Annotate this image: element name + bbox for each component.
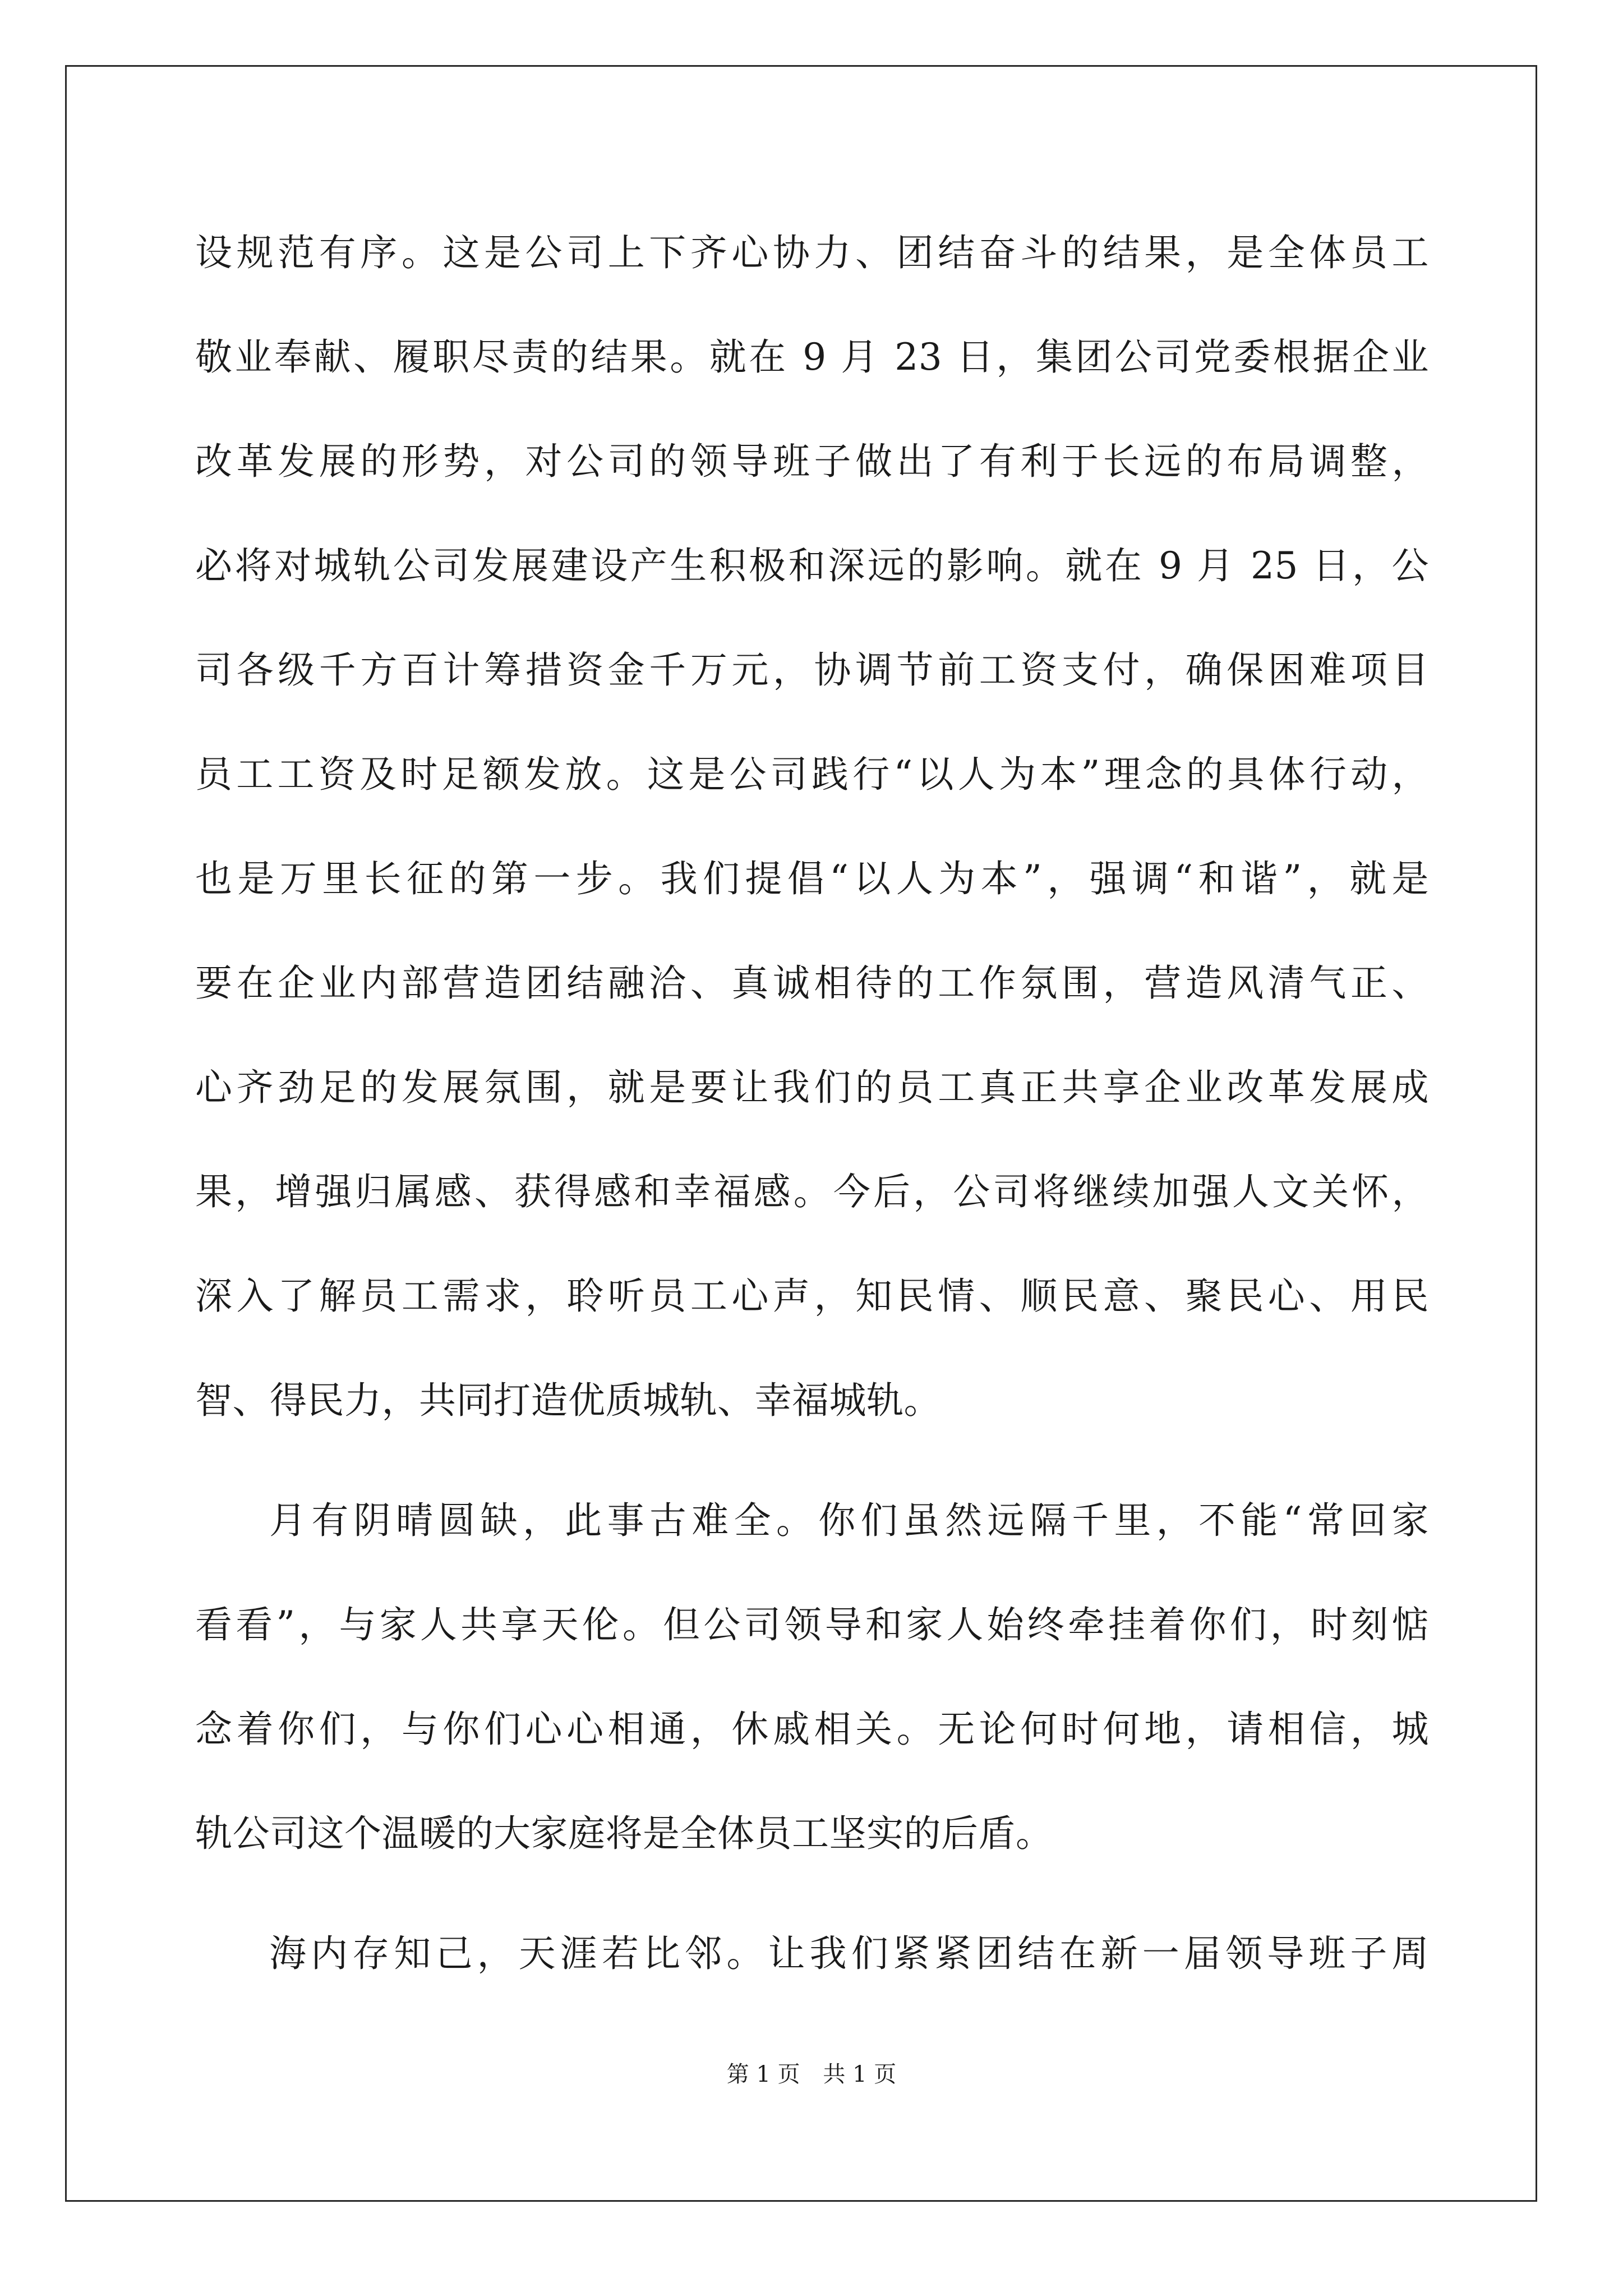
document-body (195, 201, 1429, 2006)
text-line: 要在企业内部营造团结融洽、真诚相待的工作氛围，营造风清气正、 (195, 961, 1429, 1005)
text-line: 深入了解员工需求，聆听员工心声，知民情、顺民意、聚民心、用民 (195, 1274, 1429, 1318)
text-line: 轨公司这个温暖的大家庭将是全体员工坚实的后盾。 (195, 1812, 1053, 1855)
paragraph-3 (195, 1902, 1429, 2006)
text-line: 敬业奉献、履职尽责的结果。就在 9 月 23 日，集团公司党委根据企业 (195, 335, 1429, 379)
text-line: 司各级千方百计筹措资金千万元，协调节前工资支付，确保困难项目 (195, 648, 1429, 692)
paragraph-1 (195, 201, 1429, 1453)
text-line: 月有阴晴圆缺，此事古难全。你们虽然远隔千里，不能“常回家 (269, 1499, 1429, 1542)
text-line: 念着你们，与你们心心相通，休戚相关。无论何时何地，请相信，城 (195, 1708, 1429, 1751)
text-line: 员工工资及时足额发放。这是公司践行“以人为本”理念的具体行动， (195, 753, 1429, 796)
text-line: 智、得民力，共同打造优质城轨、幸福城轨。 (195, 1379, 941, 1422)
page-total: 共 1 页 (823, 2062, 897, 2087)
text-line: 也是万里长征的第一步。我们提倡“以人为本”，强调“和谐”，就是 (195, 857, 1429, 900)
paragraph-2 (195, 1469, 1429, 1886)
text-line: 心齐劲足的发展氛围，就是要让我们的员工真正共享企业改革发展成 (195, 1066, 1429, 1109)
page-footer (0, 2058, 1623, 2091)
text-line: 看看”，与家人共享天伦。但公司领导和家人始终牵挂着你们，时刻惦 (195, 1603, 1429, 1646)
text-line: 改革发展的形势，对公司的领导班子做出了有利于长远的布局调整， (195, 440, 1429, 483)
text-line: 海内存知己，天涯若比邻。让我们紧紧团结在新一届领导班子周 (269, 1932, 1429, 1975)
text-line: 必将对城轨公司发展建设产生积极和深远的影响。就在 9 月 25 日，公 (195, 544, 1429, 587)
paragraph-spacer (195, 1886, 1429, 1902)
text-line: 果，增强归属感、获得感和幸福感。今后，公司将继续加强人文关怀， (195, 1170, 1429, 1213)
page-number: 第 1 页 (726, 2062, 800, 2087)
paragraph-spacer (195, 1453, 1429, 1469)
text-line: 设规范有序。这是公司上下齐心协力、团结奋斗的结果，是全体员工 (195, 231, 1429, 274)
